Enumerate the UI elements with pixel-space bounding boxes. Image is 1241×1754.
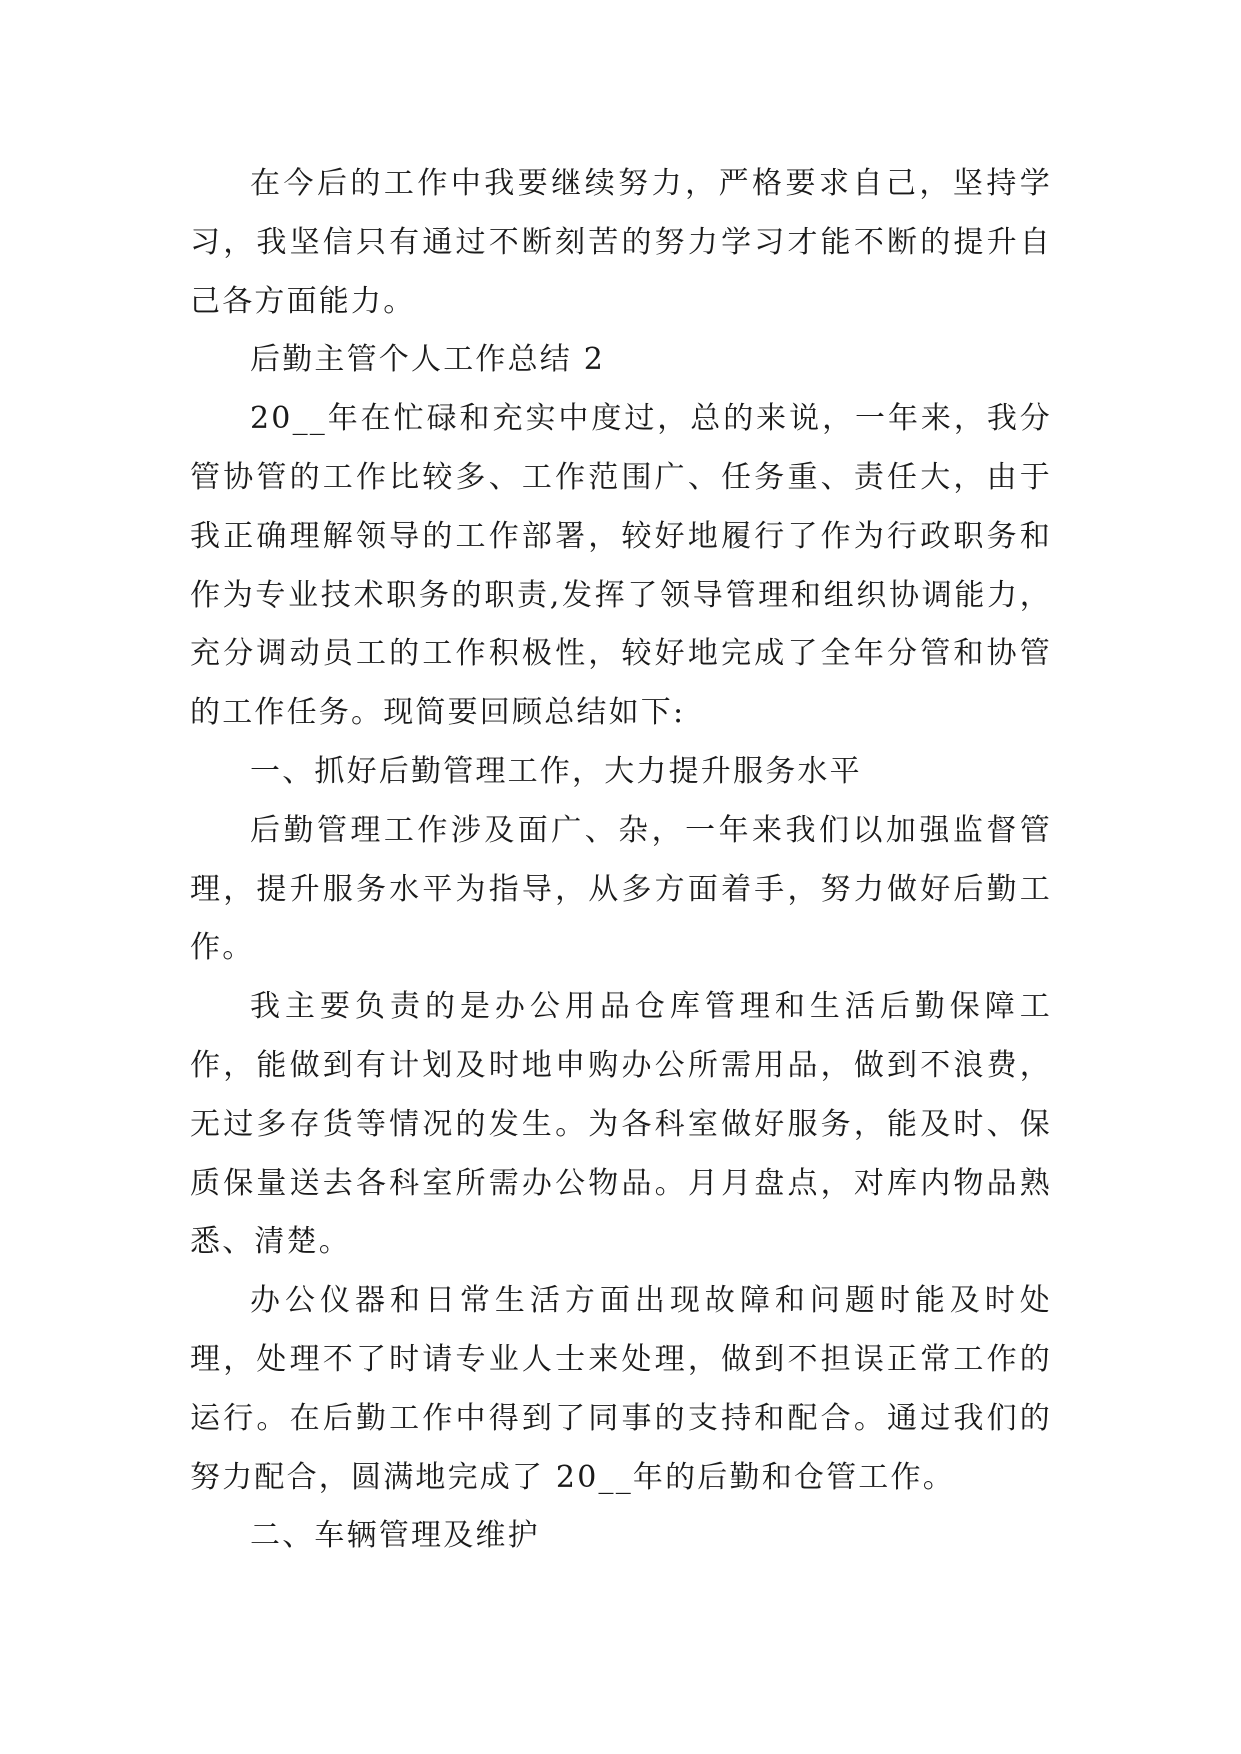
paragraph-office-supplies: 我主要负责的是办公用品仓库管理和生活后勤保障工作，能做到有计划及时地申购办公所需用品，做到不浪费，无过多存货等情况的发生。为各科室做好服务，能及时、保质保量送去各科室所需办公物品。月月盘点，对库内物品熟悉、清楚。 [190,989,1052,1260]
section-heading-1: 一、抓好后勤管理工作，大力提升服务水平 [250,753,862,789]
document-body [190,155,1052,1566]
section-heading-2: 二、车辆管理及维护 [250,1518,540,1554]
paragraph-equipment-repair: 办公仪器和日常生活方面出现故障和问题时能及时处理，处理不了时请专业人士来处理，做到不担误正常工作的运行。在后勤工作中得到了同事的支持和配合。通过我们的努力配合，圆满地完成了 20__年的后勤和仓管工作。 [190,1283,1052,1495]
paragraph-closing: 在今后的工作中我要继续努力，严格要求自己，坚持学习，我坚信只有通过不断刻苦的努力学习才能不断的提升自己各方面能力。 [190,166,1052,319]
paragraph-logistics-overview: 后勤管理工作涉及面广、杂，一年来我们以加强监督管理，提升服务水平为指导，从多方面着手，努力做好后勤工作。 [190,812,1052,966]
paragraph-intro: 20__年在忙碌和充实中度过，总的来说，一年来，我分管协管的工作比较多、工作范围广、任务重、责任大，由于我正确理解领导的工作部署，较好地履行了作为行政职务和作为专业技术职务的职责,发挥了领导管理和组织协调能力，充分调动员工的工作积极性，较好地完成了全年分管和协管的工作任务。现简要回顾总结如下: [190,401,1052,731]
section-title: 后勤主管个人工作总结 2 [250,342,606,378]
